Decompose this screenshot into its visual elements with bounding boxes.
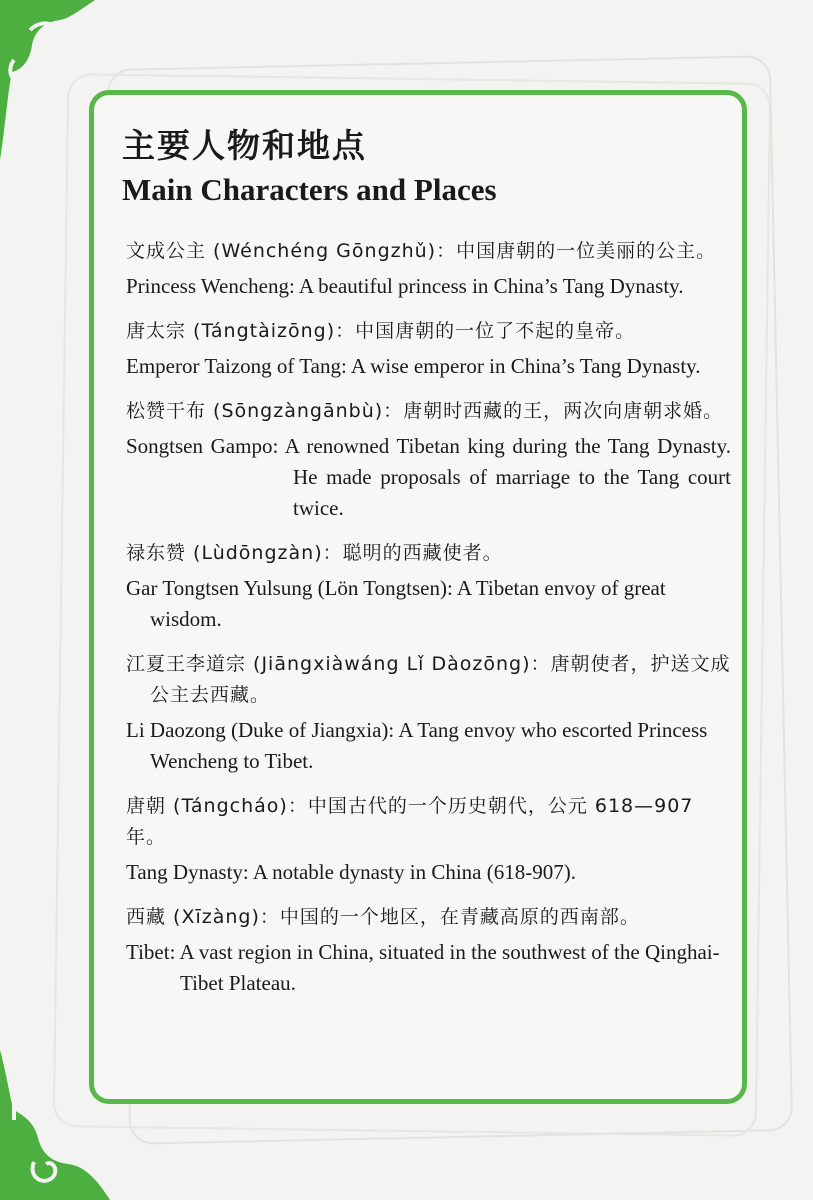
entry-songtsen: [126, 396, 731, 524]
entry-english: Gar Tongtsen Yulsung (Lön Tongtsen): A Tibetan envoy of great wisdom.: [126, 576, 666, 631]
entry-english: Tang Dynasty: A notable dynasty in China (618-907).: [126, 860, 576, 884]
entry-english: Li Daozong (Duke of Jiangxia): A Tang envoy who escorted Princess Wencheng to Tibet.: [126, 718, 708, 773]
entry-wencheng: [126, 236, 731, 302]
title-chinese: 主要人物和地点: [122, 126, 367, 165]
entry-english: Princess Wencheng: A beautiful princess in China’s Tang Dynasty.: [126, 274, 684, 298]
entry-taizong: [126, 316, 731, 382]
entry-chinese: 禄东赞 (Lùdōngzàn)：聪明的西藏使者。: [126, 542, 503, 564]
entry-list: [126, 236, 731, 1013]
entry-tang-dynasty: [126, 791, 731, 888]
title-english: Main Characters and Places: [122, 172, 497, 207]
entry-chinese: 文成公主 (Wénchéng Gōngzhǔ)：中国唐朝的一位美丽的公主。: [126, 240, 717, 262]
entry-tibet: [126, 902, 731, 999]
entry-english: Songtsen Gampo: A renowned Tibetan king during the Tang Dynasty. He made proposals of marriage to the Tang court twice.: [126, 434, 731, 520]
entry-chinese: 唐朝 (Tángcháo)：中国古代的一个历史朝代，公元 618—907 年。: [126, 795, 694, 848]
entry-chinese: 松赞干布 (Sōngzàngānbù)：唐朝时西藏的王，两次向唐朝求婚。: [126, 400, 724, 422]
entry-english: Emperor Taizong of Tang: A wise emperor in China’s Tang Dynasty.: [126, 354, 701, 378]
entry-chinese: 唐太宗 (Tángtàizōng)：中国唐朝的一位了不起的皇帝。: [126, 320, 636, 342]
entry-english: Tibet: A vast region in China, situated in the southwest of the Qinghai-Tibet Plateau.: [126, 940, 720, 995]
entry-chinese: 江夏王李道宗 (Jiāngxiàwáng Lǐ Dàozōng)：唐朝使者，护送文成公主去西藏。: [126, 653, 731, 706]
entry-li-daozong: [126, 649, 731, 777]
entry-gar: [126, 538, 731, 635]
entry-chinese: 西藏 (Xīzàng)：中国的一个地区，在青藏高原的西南部。: [126, 906, 640, 928]
